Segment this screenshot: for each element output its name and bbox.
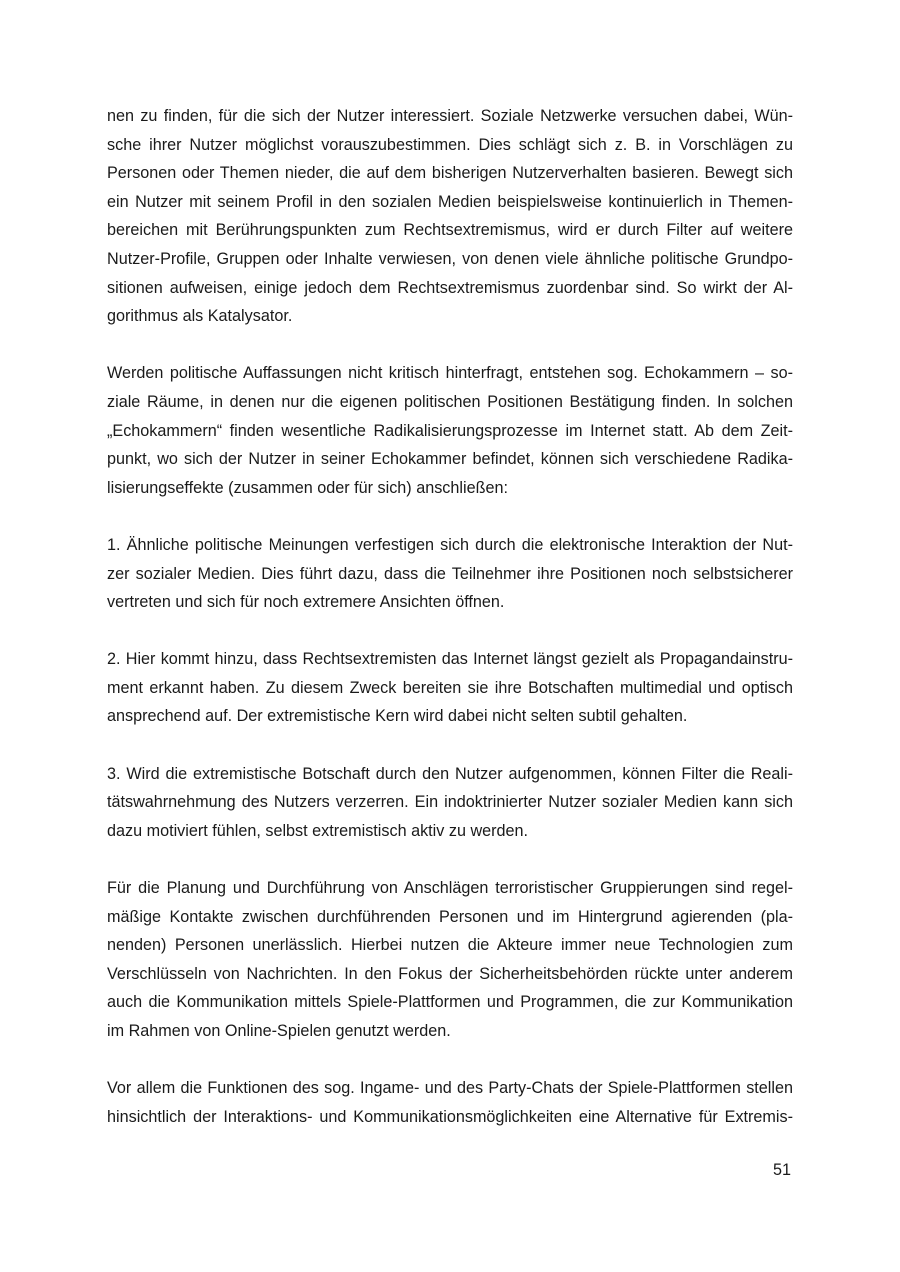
text-line: Personen oder Themen nieder, die auf dem bisherigen Nutzerverhalten basieren. Bewegt sich <box>107 164 793 183</box>
text-line: vertreten und sich für noch extremere Ansichten öffnen. <box>107 593 505 612</box>
page-number: 51 <box>772 1161 791 1179</box>
text-line: mäßige Kontakte zwischen durchführenden Personen und im Hintergrund agierenden (pla- <box>107 907 793 926</box>
text-line: lisierungseffekte (zusammen oder für sich) anschließen: <box>107 478 508 497</box>
text-line: Verschlüsseln von Nachrichten. In den Fokus der Sicherheitsbehörden rückte unter anderem <box>107 964 793 983</box>
text-line: 1. Ähnliche politische Meinungen verfestigen sich durch die elektronische Interaktion der Nut- <box>107 535 793 554</box>
paragraph <box>107 531 793 617</box>
text-line: ansprechend auf. Der extremistische Kern wird dabei nicht selten subtil gehalten. <box>107 707 688 726</box>
text-line: sitionen aufweisen, einige jedoch dem Rechtsextremismus zuordenbar sind. So wirkt der Al- <box>107 278 793 297</box>
text-line: auch die Kommunikation mittels Spiele-Plattformen und Programmen, die zur Kommunikation <box>107 993 793 1012</box>
text-line: „Echokammern“ finden wesentliche Radikalisierungsprozesse im Internet statt. Ab dem Zeit- <box>107 421 793 440</box>
paragraph <box>107 1074 793 1131</box>
text-line: Nutzer-Profile, Gruppen oder Inhalte verwiesen, von denen viele ähnliche politische Grundpo- <box>107 249 793 268</box>
text-line: bereichen mit Berührungspunkten zum Rechtsextremismus, wird er durch Filter auf weitere <box>107 221 793 240</box>
text-line: Werden politische Auffassungen nicht kritisch hinterfragt, entstehen sog. Echokammern – so- <box>107 364 793 383</box>
text-line: gorithmus als Katalysator. <box>107 307 293 326</box>
text-line: dazu motiviert fühlen, selbst extremistisch aktiv zu werden. <box>107 821 529 840</box>
text-line: Vor allem die Funktionen des sog. Ingame- und des Party-Chats der Spiele-Plattformen stellen <box>107 1079 793 1098</box>
paragraph <box>107 645 793 731</box>
paragraph <box>107 760 793 846</box>
text-line: ment erkannt haben. Zu diesem Zweck bereiten sie ihre Botschaften multimedial und optisch <box>107 678 793 697</box>
text-line: hinsichtlich der Interaktions- und Kommunikationsmöglichkeiten eine Alternative für Extremis- <box>107 1107 793 1126</box>
text-line: nenden) Personen unerlässlich. Hierbei nutzen die Akteure immer neue Technologien zum <box>107 936 793 955</box>
body-text <box>107 102 793 1160</box>
paragraph <box>107 359 793 502</box>
text-line: Für die Planung und Durchführung von Anschlägen terroristischer Gruppierungen sind regel- <box>107 879 793 898</box>
text-line: punkt, wo sich der Nutzer in seiner Echokammer befindet, können sich verschiedene Radika- <box>107 450 793 469</box>
text-line: ein Nutzer mit seinem Profil in den sozialen Medien beispielsweise kontinuierlich in Themen- <box>107 192 793 211</box>
text-line: nen zu finden, für die sich der Nutzer interessiert. Soziale Netzwerke versuchen dabei, Wün- <box>107 107 793 125</box>
text-line: sche ihrer Nutzer möglichst vorauszubestimmen. Dies schlägt sich z. B. in Vorschlägen zu <box>107 135 793 154</box>
paragraph <box>107 102 793 331</box>
text-line: ziale Räume, in denen nur die eigenen politischen Positionen Bestätigung finden. In solchen <box>107 392 793 411</box>
paragraph <box>107 874 793 1046</box>
text-line: 3. Wird die extremistische Botschaft durch den Nutzer aufgenommen, können Filter die Reali- <box>107 764 793 783</box>
text-line: im Rahmen von Online-Spielen genutzt werden. <box>107 1022 451 1040</box>
text-line: tätswahrnehmung des Nutzers verzerren. Ein indoktrinierter Nutzer sozialer Medien kann sich <box>107 793 793 812</box>
text-line: 2. Hier kommt hinzu, dass Rechtsextremisten das Internet längst gezielt als Propagandainstru- <box>107 650 793 669</box>
text-line: zer sozialer Medien. Dies führt dazu, dass die Teilnehmer ihre Positionen noch selbstsicherer <box>107 564 793 583</box>
